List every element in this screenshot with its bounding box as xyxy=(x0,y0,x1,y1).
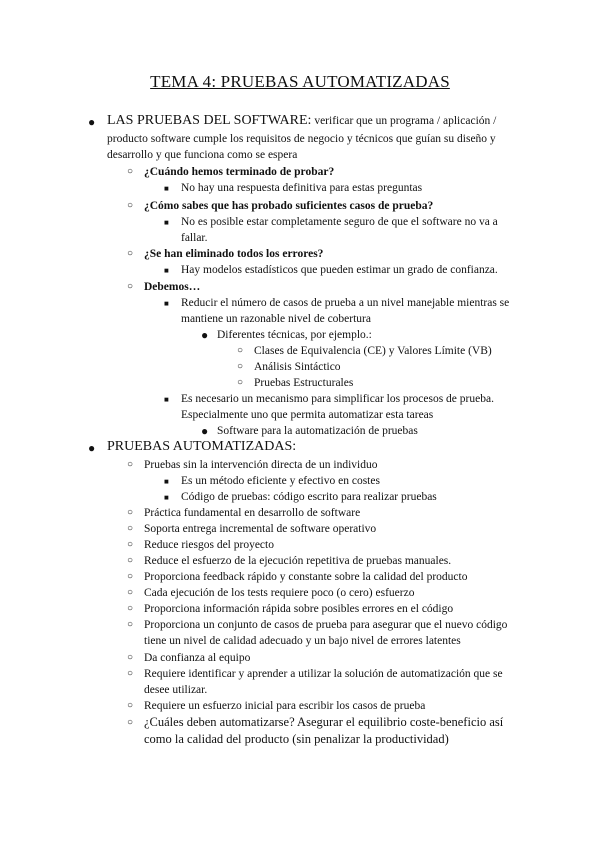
section-1-heading: LAS PRUEBAS DEL SOFTWARE: xyxy=(107,113,312,128)
bullet-circle: ○ xyxy=(127,248,134,259)
techniques: Diferentes técnicas, por ejemplo.: xyxy=(217,329,372,341)
auto-effort: Reduce el esfuerzo de la ejecución repetitiva de pruebas manuales. xyxy=(144,555,452,567)
question-enough-cases: ¿Cómo sabes que has probado suficientes casos de prueba? xyxy=(144,200,434,212)
page-title: TEMA 4: PRUEBAS AUTOMATIZADAS xyxy=(150,72,450,91)
answer-enough-cases-2: fallar. xyxy=(181,232,208,244)
section-1-intro-2: producto software cumple los requisitos de negocio y técnicos que guían su diseño y xyxy=(107,133,496,145)
bullet-circle: ○ xyxy=(127,166,134,177)
section-2-heading: PRUEBAS AUTOMATIZADAS: xyxy=(107,439,297,454)
bullet-circle: ○ xyxy=(237,361,244,372)
auto-test-set-1: Proporciona un conjunto de casos de prueba para asegurar que el nuevo código xyxy=(144,619,508,631)
answer-enough-cases-1: No es posible estar completamente seguro de que el software no va a xyxy=(181,216,498,228)
bullet-square: ■ xyxy=(164,299,169,308)
bullet-circle: ○ xyxy=(127,668,134,679)
reduce-cases-2: mantiene un razonable nivel de cobertura xyxy=(181,313,371,325)
auto-which-2: como la calidad del producto (sin penalizar la productividad) xyxy=(144,732,449,746)
question-errors-removed: ¿Se han eliminado todos los errores? xyxy=(144,248,324,260)
question-finished: ¿Cuándo hemos terminado de probar? xyxy=(144,166,335,178)
automation-software: Software para la automatización de pruebas xyxy=(217,425,418,437)
section-1-heading-line xyxy=(107,113,496,129)
bullet-square: ■ xyxy=(164,184,169,193)
auto-feedback: Proporciona feedback rápido y constante sobre la calidad del producto xyxy=(144,571,468,583)
bullet-circle: ○ xyxy=(127,619,134,630)
bullet-circle: ○ xyxy=(127,523,134,534)
bullet-square: ■ xyxy=(164,493,169,502)
auto-test-code: Código de pruebas: código escrito para realizar pruebas xyxy=(181,491,437,503)
auto-risks: Reduce riesgos del proyecto xyxy=(144,539,274,551)
technique-ce-vb: Clases de Equivalencia (CE) y Valores Límite (VB) xyxy=(254,345,492,357)
auto-which-1: ¿Cuáles deben automatizarse? Asegurar el equilibrio coste-beneficio así xyxy=(144,715,504,729)
auto-no-intervention: Pruebas sin la intervención directa de un individuo xyxy=(144,459,378,471)
section-1-intro-3: desarrollo y que funciona como se espera xyxy=(107,149,298,161)
auto-each-run: Cada ejecución de los tests requiere poco (o cero) esfuerzo xyxy=(144,587,415,599)
bullet-circle: ○ xyxy=(127,652,134,663)
auto-fundamental: Práctica fundamental en desarrollo de software xyxy=(144,507,361,519)
section-1-intro: verificar que un programa / aplicación / xyxy=(311,115,497,127)
answer-finished: No hay una respuesta definitiva para estas preguntas xyxy=(181,182,423,194)
bullet-dot: ● xyxy=(88,441,96,455)
bullet-circle: ○ xyxy=(127,200,134,211)
bullet-dot: ● xyxy=(201,424,209,438)
bullet-square: ■ xyxy=(164,477,169,486)
auto-incremental: Soporta entrega incremental de software operativo xyxy=(144,523,377,535)
bullet-circle: ○ xyxy=(127,587,134,598)
auto-info-errors: Proporciona información rápida sobre posibles errores en el código xyxy=(144,603,454,615)
bullet-circle: ○ xyxy=(127,717,134,728)
bullet-circle: ○ xyxy=(127,603,134,614)
bullet-square: ■ xyxy=(164,218,169,227)
bullet-square: ■ xyxy=(164,395,169,404)
bullet-circle: ○ xyxy=(127,459,134,470)
bullet-circle: ○ xyxy=(127,700,134,711)
auto-confidence: Da confianza al equipo xyxy=(144,652,251,664)
bullet-circle: ○ xyxy=(127,507,134,518)
auto-requires-learning-1: Requiere identificar y aprender a utilizar la solución de automatización que se xyxy=(144,668,503,680)
auto-initial-effort: Requiere un esfuerzo inicial para escribir los casos de prueba xyxy=(144,700,426,712)
auto-test-set-2: tiene un nivel de calidad adecuado y un bajo nivel de errores latentes xyxy=(144,635,461,647)
reduce-cases-1: Reducir el número de casos de prueba a un nivel manejable mientras se xyxy=(181,297,510,309)
technique-structural: Pruebas Estructurales xyxy=(254,377,354,389)
auto-efficient: Es un método eficiente y efectivo en costes xyxy=(181,475,380,487)
mechanism-1: Es necesario un mecanismo para simplificar los procesos de prueba. xyxy=(181,393,494,405)
bullet-circle: ○ xyxy=(237,377,244,388)
auto-requires-learning-2: desee utilizar. xyxy=(144,684,208,696)
bullet-circle: ○ xyxy=(127,281,134,292)
bullet-circle: ○ xyxy=(127,571,134,582)
bullet-dot: ● xyxy=(201,328,209,342)
bullet-circle: ○ xyxy=(127,539,134,550)
answer-errors-removed: Hay modelos estadísticos que pueden estimar un grado de confianza. xyxy=(181,264,498,276)
bullet-circle: ○ xyxy=(237,345,244,356)
technique-syntax: Análisis Sintáctico xyxy=(254,361,341,373)
bullet-dot: ● xyxy=(88,115,96,129)
mechanism-2: Especialmente uno que permita automatizar esta tareas xyxy=(181,409,434,421)
debemos-heading: Debemos… xyxy=(144,281,201,293)
bullet-circle: ○ xyxy=(127,555,134,566)
bullet-square: ■ xyxy=(164,266,169,275)
